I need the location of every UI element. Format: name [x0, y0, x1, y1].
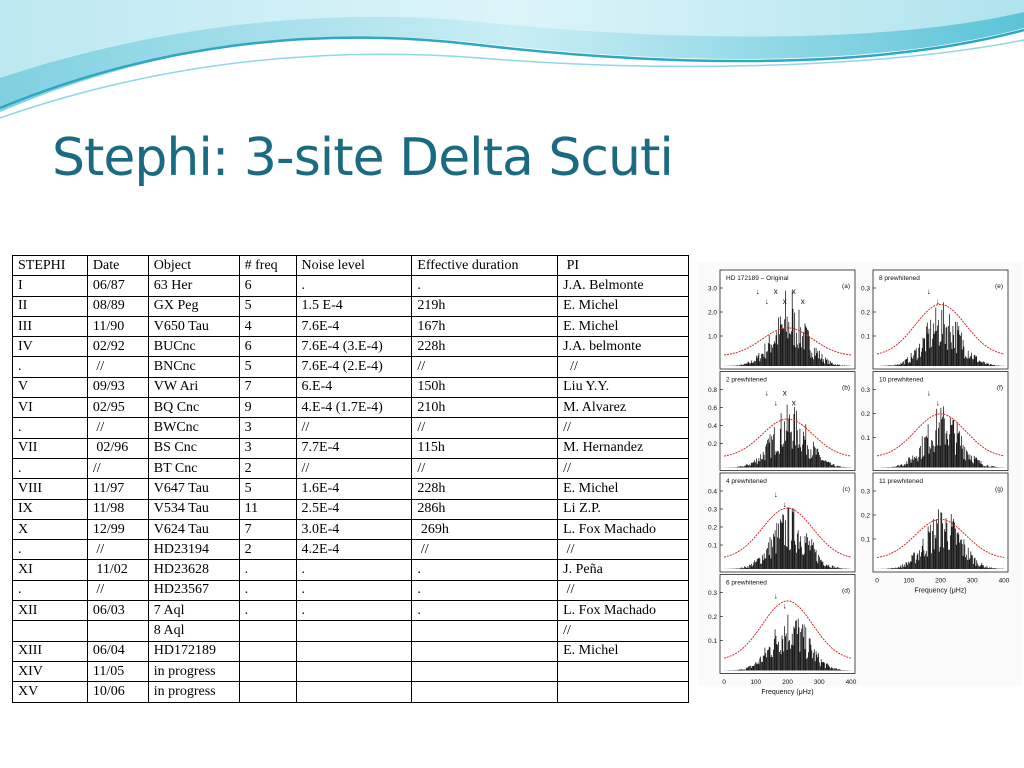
table-cell: // [87, 580, 148, 600]
table-cell: 5 [239, 296, 296, 316]
table-cell: . [13, 418, 88, 438]
table-cell [239, 621, 296, 641]
frequency-marker: ↓ [782, 601, 787, 611]
table-cell: // [87, 458, 148, 478]
table-cell: 150h [412, 377, 558, 397]
table-cell: 269h [412, 519, 558, 539]
table-row [13, 540, 689, 560]
table-row [13, 438, 689, 458]
table-cell: 228h [412, 337, 558, 357]
table-cell: XIII [13, 641, 88, 661]
table-cell: 4 [239, 316, 296, 336]
panel-frame [873, 372, 1008, 471]
table-cell: BT Cnc [148, 458, 239, 478]
panel-label: 10 prewhitened [879, 376, 924, 384]
table-cell: M. Alvarez [558, 398, 689, 418]
table-cell: 6 [239, 276, 296, 296]
frequency-marker: x [800, 297, 805, 306]
table-cell: . [239, 560, 296, 580]
panel-letter: (a) [842, 283, 850, 290]
table-cell: 7 Aql [148, 601, 239, 621]
header-wave-decoration [0, 0, 1024, 125]
x-tick-label: 400 [845, 679, 857, 686]
table-cell: 4.E-4 (1.7E-4) [296, 398, 412, 418]
table-cell: 2 [239, 540, 296, 560]
table-cell: // [87, 540, 148, 560]
y-tick-label: 0.6 [707, 405, 717, 412]
frequency-marker: ↓ [935, 297, 940, 306]
table-cell: 11 [239, 499, 296, 519]
frequency-marker: ↓ [782, 500, 787, 509]
table-body [13, 276, 689, 702]
table-cell: 63 Her [148, 276, 239, 296]
table-header-row [13, 256, 689, 276]
table-cell: 11/05 [87, 661, 148, 681]
table-cell: // [87, 357, 148, 377]
table-cell: 5 [239, 357, 296, 377]
frequency-marker: x [782, 388, 787, 398]
table-cell: HD23194 [148, 540, 239, 560]
x-tick-label: 200 [935, 577, 946, 585]
table-cell: 06/04 [87, 641, 148, 661]
panel-label: 11 prewhitened [879, 478, 923, 485]
table-cell [296, 682, 412, 702]
table-cell: 3 [239, 438, 296, 458]
panel-label: 2 prewhitened [726, 376, 767, 384]
panel-frame [720, 473, 855, 572]
x-tick-label: 300 [813, 679, 825, 686]
frequency-marker: ↓ [773, 398, 778, 408]
panel-label: 6 prewhitened [726, 579, 767, 587]
column-header: Date [87, 256, 148, 276]
table-cell [558, 682, 689, 702]
table-cell: 11/97 [87, 479, 148, 499]
x-tick-label: 0 [875, 577, 879, 585]
y-tick-label: 2.0 [707, 309, 717, 317]
table-cell: 5 [239, 479, 296, 499]
y-tick-label: 0.4 [707, 423, 717, 430]
table-cell: J.A. belmonte [558, 337, 689, 357]
table-cell: . [13, 580, 88, 600]
y-tick-label: 0.1 [860, 536, 870, 544]
table-cell [87, 621, 148, 641]
table-cell: 02/96 [87, 438, 148, 458]
table-cell: L. Fox Machado [558, 601, 689, 621]
frequency-marker: ↓ [764, 297, 769, 306]
prewhitening-spectra-figure [698, 262, 1022, 696]
table-cell: 115h [412, 438, 558, 458]
y-tick-label: 0.1 [707, 638, 717, 645]
table-cell [296, 661, 412, 681]
table-row [13, 418, 689, 438]
table-cell: . [239, 601, 296, 621]
panel-frame [873, 270, 1008, 369]
table-row [13, 519, 689, 539]
x-axis-label: Frequency (μHz) [761, 689, 814, 696]
table-cell [13, 621, 88, 641]
table-cell: XII [13, 601, 88, 621]
table-cell: // [296, 458, 412, 478]
column-header: Object [148, 256, 239, 276]
x-tick-label: 100 [750, 679, 762, 686]
table-cell: 7.6E-4 (2.E-4) [296, 357, 412, 377]
table-cell [412, 682, 558, 702]
table-row [13, 560, 689, 580]
table-cell: BWCnc [148, 418, 239, 438]
panel-label: 4 prewhitened [726, 478, 767, 485]
table-cell: 6.E-4 [296, 377, 412, 397]
table-cell [239, 682, 296, 702]
y-tick-label: 0.2 [707, 614, 717, 621]
panel-letter: (c) [842, 486, 850, 493]
table-cell: Li Z.P. [558, 499, 689, 519]
x-tick-label: 200 [782, 679, 793, 686]
table-row [13, 682, 689, 702]
spectrum-panel [708, 372, 855, 471]
table-cell: // [412, 418, 558, 438]
table-cell: . [296, 580, 412, 600]
table-cell: 08/89 [87, 296, 148, 316]
table-cell: E. Michel [558, 479, 689, 499]
table-cell: IX [13, 499, 88, 519]
panel-letter: (b) [842, 384, 850, 392]
table-row [13, 479, 689, 499]
y-tick-label: 0.2 [707, 524, 717, 532]
table-cell: 4.2E-4 [296, 540, 412, 560]
table-cell: . [412, 601, 558, 621]
table-row [13, 601, 689, 621]
table-cell: BS Cnc [148, 438, 239, 458]
table-cell: 06/87 [87, 276, 148, 296]
table-cell: BQ Cnc [148, 398, 239, 418]
table-cell: // [558, 418, 689, 438]
table-cell: IV [13, 337, 88, 357]
table-cell: 210h [412, 398, 558, 418]
table-row [13, 276, 689, 296]
table-cell: 286h [412, 499, 558, 519]
table-cell: // [87, 418, 148, 438]
table-row [13, 337, 689, 357]
table-cell: 228h [412, 479, 558, 499]
frequency-marker: ↓ [764, 388, 769, 398]
y-tick-label: 0.2 [860, 411, 870, 418]
table-cell: 7.7E-4 [296, 438, 412, 458]
table-cell: II [13, 296, 88, 316]
table-cell: VII [13, 438, 88, 458]
table-cell: 7 [239, 519, 296, 539]
table-cell: // [558, 357, 689, 377]
x-axis-label: Frequency (μHz) [914, 587, 967, 595]
column-header: PI [558, 256, 689, 276]
table-cell: in progress [148, 661, 239, 681]
x-tick-label: 400 [998, 577, 1010, 585]
table-cell: I [13, 276, 88, 296]
x-tick-label: 300 [966, 577, 978, 585]
y-tick-label: 0.3 [860, 488, 870, 496]
frequency-marker: x [791, 398, 796, 408]
frequency-marker: ↓ [926, 388, 931, 398]
table-cell: . [296, 601, 412, 621]
table-cell: 02/92 [87, 337, 148, 357]
table-cell: V [13, 377, 88, 397]
table-cell: HD172189 [148, 641, 239, 661]
table-cell [296, 621, 412, 641]
table-cell: 8 Aql [148, 621, 239, 641]
panel-frame [720, 372, 855, 471]
table-row [13, 357, 689, 377]
table-row [13, 377, 689, 397]
spectrum-panel [861, 372, 1008, 471]
table-cell: VIII [13, 479, 88, 499]
panel-frame [720, 575, 855, 674]
table-cell: V647 Tau [148, 479, 239, 499]
table-cell: 7.6E-4 (3.E-4) [296, 337, 412, 357]
y-tick-label: 0.4 [707, 488, 717, 496]
y-tick-label: 0.2 [860, 309, 870, 317]
table-cell [558, 661, 689, 681]
table-cell: VW Ari [148, 377, 239, 397]
table-cell: 09/93 [87, 377, 148, 397]
table-cell: XV [13, 682, 88, 702]
table-cell: 3.0E-4 [296, 519, 412, 539]
table-cell: . [13, 540, 88, 560]
y-tick-label: 1.0 [707, 333, 717, 341]
panel-letter: (g) [995, 486, 1003, 493]
panel-frame [873, 473, 1008, 572]
y-tick-label: 0.3 [860, 387, 870, 394]
frequency-marker: x [791, 287, 796, 296]
table-cell: 7.6E-4 [296, 316, 412, 336]
table-cell: 7 [239, 377, 296, 397]
frequency-marker: ↓ [926, 287, 931, 296]
frequency-marker: ↓ [773, 490, 778, 499]
table-cell: 3 [239, 418, 296, 438]
y-tick-label: 3.0 [707, 285, 717, 293]
table-cell: // [558, 540, 689, 560]
table-cell: 02/95 [87, 398, 148, 418]
table-row [13, 661, 689, 681]
y-tick-label: 0.3 [860, 285, 870, 293]
table-cell: // [412, 458, 558, 478]
table-cell: XI [13, 560, 88, 580]
table-cell: V650 Tau [148, 316, 239, 336]
frequency-marker: ↓ [935, 398, 940, 408]
column-header: Effective duration [412, 256, 558, 276]
table-cell: . [412, 580, 558, 600]
table-cell: BNCnc [148, 357, 239, 377]
table-cell: J.A. Belmonte [558, 276, 689, 296]
table-cell: VI [13, 398, 88, 418]
y-tick-label: 0.3 [707, 590, 717, 597]
y-tick-label: 0.2 [707, 441, 717, 448]
spectrum-panel [861, 473, 1008, 572]
y-tick-label: 0.2 [860, 512, 870, 520]
column-header: Noise level [296, 256, 412, 276]
table-cell: J. Peña [558, 560, 689, 580]
table-row [13, 398, 689, 418]
y-tick-label: 0.3 [707, 506, 717, 514]
table-cell: 167h [412, 316, 558, 336]
frequency-marker: ↓ [755, 287, 760, 296]
y-tick-label: 0.1 [860, 333, 870, 341]
table-cell: // [558, 580, 689, 600]
table-cell: 219h [412, 296, 558, 316]
panel-label: 8 prewhitened [879, 275, 920, 282]
table-cell: . [239, 580, 296, 600]
panel-frame [720, 270, 855, 369]
table-cell: in progress [148, 682, 239, 702]
panel-label: HD 172189 – Original [726, 275, 789, 282]
table-cell: // [558, 458, 689, 478]
table-cell: E. Michel [558, 296, 689, 316]
table-row [13, 641, 689, 661]
table-cell: . [13, 458, 88, 478]
table-cell: 12/99 [87, 519, 148, 539]
table-cell: 6 [239, 337, 296, 357]
slide-title: Stephi: 3-site Delta Scuti [52, 128, 673, 188]
table-cell: // [412, 540, 558, 560]
spectrum-panel [708, 575, 855, 674]
table-cell: Liu Y.Y. [558, 377, 689, 397]
panel-letter: (f) [996, 384, 1003, 392]
table-cell [412, 621, 558, 641]
spectrum-panel [708, 270, 855, 369]
table-cell: X [13, 519, 88, 539]
table-cell [239, 641, 296, 661]
table-cell: . [412, 276, 558, 296]
stephi-campaign-table [12, 255, 689, 703]
table-cell: M. Hernandez [558, 438, 689, 458]
table-cell: V624 Tau [148, 519, 239, 539]
table-cell [296, 641, 412, 661]
table-cell: . [412, 560, 558, 580]
table-cell: 11/90 [87, 316, 148, 336]
table-cell: E. Michel [558, 641, 689, 661]
spectrum-panel [708, 473, 855, 572]
table-cell: 2 [239, 458, 296, 478]
table-cell: 11/98 [87, 499, 148, 519]
column-header: # freq [239, 256, 296, 276]
table-cell: BUCnc [148, 337, 239, 357]
table-cell: . [13, 357, 88, 377]
y-tick-label: 0.1 [860, 435, 870, 442]
table-cell: III [13, 316, 88, 336]
table-cell: 1.6E-4 [296, 479, 412, 499]
table-cell: 11/02 [87, 560, 148, 580]
y-tick-label: 0.1 [707, 542, 717, 550]
table-row [13, 296, 689, 316]
frequency-marker: x [773, 287, 778, 296]
table-row [13, 316, 689, 336]
table-row [13, 580, 689, 600]
table-cell: HD23567 [148, 580, 239, 600]
frequency-marker: x [782, 297, 787, 306]
panel-letter: (e) [995, 283, 1003, 290]
spectrum-panel [861, 270, 1008, 369]
table-cell: E. Michel [558, 316, 689, 336]
table-cell: HD23628 [148, 560, 239, 580]
table-cell: 1.5 E-4 [296, 296, 412, 316]
table-cell: // [412, 357, 558, 377]
y-tick-label: 0.8 [707, 387, 717, 394]
table-cell: // [296, 418, 412, 438]
frequency-marker: ↓ [773, 591, 778, 601]
table-cell: GX Peg [148, 296, 239, 316]
table-cell: 10/06 [87, 682, 148, 702]
table-cell: XIV [13, 661, 88, 681]
table-cell: V534 Tau [148, 499, 239, 519]
table-row [13, 499, 689, 519]
table-cell: 06/03 [87, 601, 148, 621]
table-row [13, 621, 689, 641]
table-cell [239, 661, 296, 681]
table-cell: // [558, 621, 689, 641]
column-header: STEPHI [13, 256, 88, 276]
table-cell: . [296, 560, 412, 580]
x-tick-label: 100 [903, 577, 915, 585]
table-cell [412, 641, 558, 661]
x-tick-label: 0 [722, 679, 726, 686]
table-cell [412, 661, 558, 681]
table-cell: . [296, 276, 412, 296]
table-cell: 2.5E-4 [296, 499, 412, 519]
table-cell: 9 [239, 398, 296, 418]
table-row [13, 458, 689, 478]
panel-letter: (d) [842, 587, 850, 595]
table-cell: L. Fox Machado [558, 519, 689, 539]
